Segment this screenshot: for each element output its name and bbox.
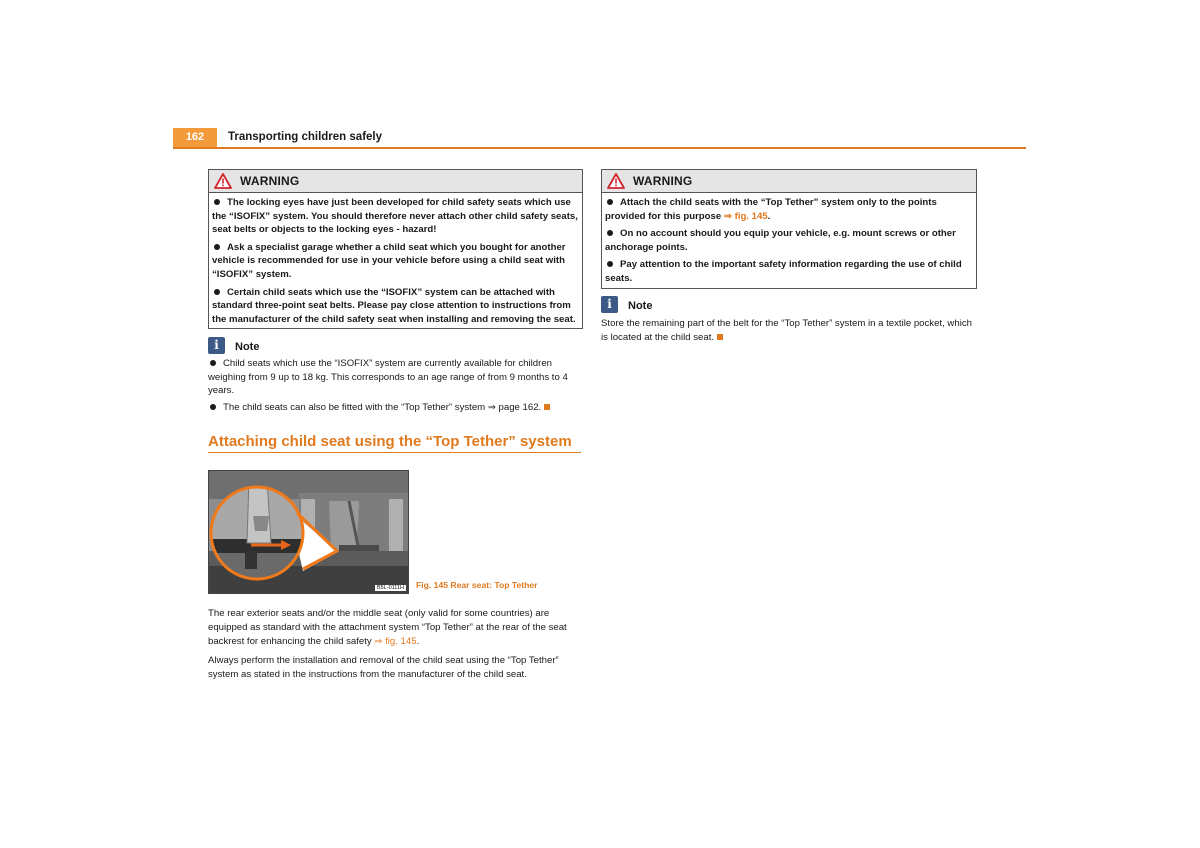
bullet-icon	[607, 261, 613, 267]
bullet-icon	[607, 230, 613, 236]
bullet-icon	[210, 404, 216, 410]
note-title: Note	[628, 300, 653, 312]
page-number: 162	[173, 128, 217, 147]
warning-title: WARNING	[240, 174, 300, 188]
section-title: Attaching child seat using the “Top Tether” system	[208, 433, 581, 453]
note-text: Store the remaining part of the belt for the “Top Tether” system in a textile pocket, which is located at the child seat.	[601, 318, 972, 343]
header-rule	[173, 147, 1026, 149]
figure-caption: Fig. 145 Rear seat: Top Tether	[416, 580, 538, 590]
warning-item: Attach the child seats with the “Top Tether” system only to the points provided for this purpose ⇒ fig. 145.	[605, 197, 937, 222]
warning-triangle-icon	[214, 173, 232, 189]
warning-item: Pay attention to the important safety information regarding the use of child seats.	[605, 259, 962, 284]
note-title: Note	[235, 341, 260, 353]
note-header-right	[601, 296, 721, 314]
figure-rear-seat-top-tether	[208, 470, 409, 594]
info-icon: i	[601, 296, 618, 313]
warning-header	[209, 170, 582, 193]
warning-item: Certain child seats which use the “ISOFIX” system can be attached with standard three-point seat belts. Please pay close attention to instructions from the manufacturer of the child safety seat when installing and removing the seat.	[212, 286, 576, 325]
bullet-icon	[210, 360, 216, 366]
note-item: The child seats can also be fitted with the “Top Tether” system ⇒ page 162.	[208, 401, 581, 415]
bullet-icon	[607, 199, 613, 205]
end-marker-icon	[717, 334, 723, 340]
body-paragraph: The rear exterior seats and/or the middle seat (only valid for some countries) are equipped as standard with the attachment system “Top Tether” at the rear of the seat backrest for enhancing the child safety ⇒ fig. 145.	[208, 608, 567, 647]
bullet-icon	[214, 199, 220, 205]
body-paragraph: Always perform the installation and removal of the child seat using the “Top Tether” system as stated in the instructions from the manufacturer of the child seat.	[208, 655, 559, 680]
note-item: Child seats which use the “ISOFIX” system are currently available for children weighing from 9 up to 18 kg. This corresponds to an age range of from 9 months to 4 years.	[208, 358, 568, 397]
warning-box-right	[601, 169, 977, 289]
warning-item: Ask a specialist garage whether a child seat which you bought for another vehicle is recommended for use in your vehicle before using a child seat with “ISOFIX” system.	[212, 241, 566, 280]
rear-seat-illustration	[209, 471, 408, 593]
warning-item: On no account should you equip your vehicle, e.g. mount screws or other anchorage points.	[605, 228, 956, 253]
page-title: Transporting children safely	[228, 131, 383, 143]
warning-triangle-icon	[607, 173, 625, 189]
figure-link[interactable]: ⇒ fig. 145	[723, 210, 768, 222]
bullet-icon	[214, 244, 220, 250]
note-header-left	[208, 337, 328, 355]
figure-code: B5L-0111H	[376, 585, 404, 591]
warning-title: WARNING	[633, 174, 693, 188]
warning-box-left	[208, 169, 583, 329]
bullet-icon	[214, 289, 220, 295]
figure-link[interactable]: ⇒ fig. 145	[374, 636, 417, 647]
warning-header	[602, 170, 976, 193]
end-marker-icon	[544, 404, 550, 410]
warning-item: The locking eyes have just been developed for child safety seats which use the “ISOFIX” system. You should therefore never attach other child safety seats, seat belts or objects to the locking eyes - hazard!	[212, 197, 578, 236]
info-icon: i	[208, 337, 225, 354]
